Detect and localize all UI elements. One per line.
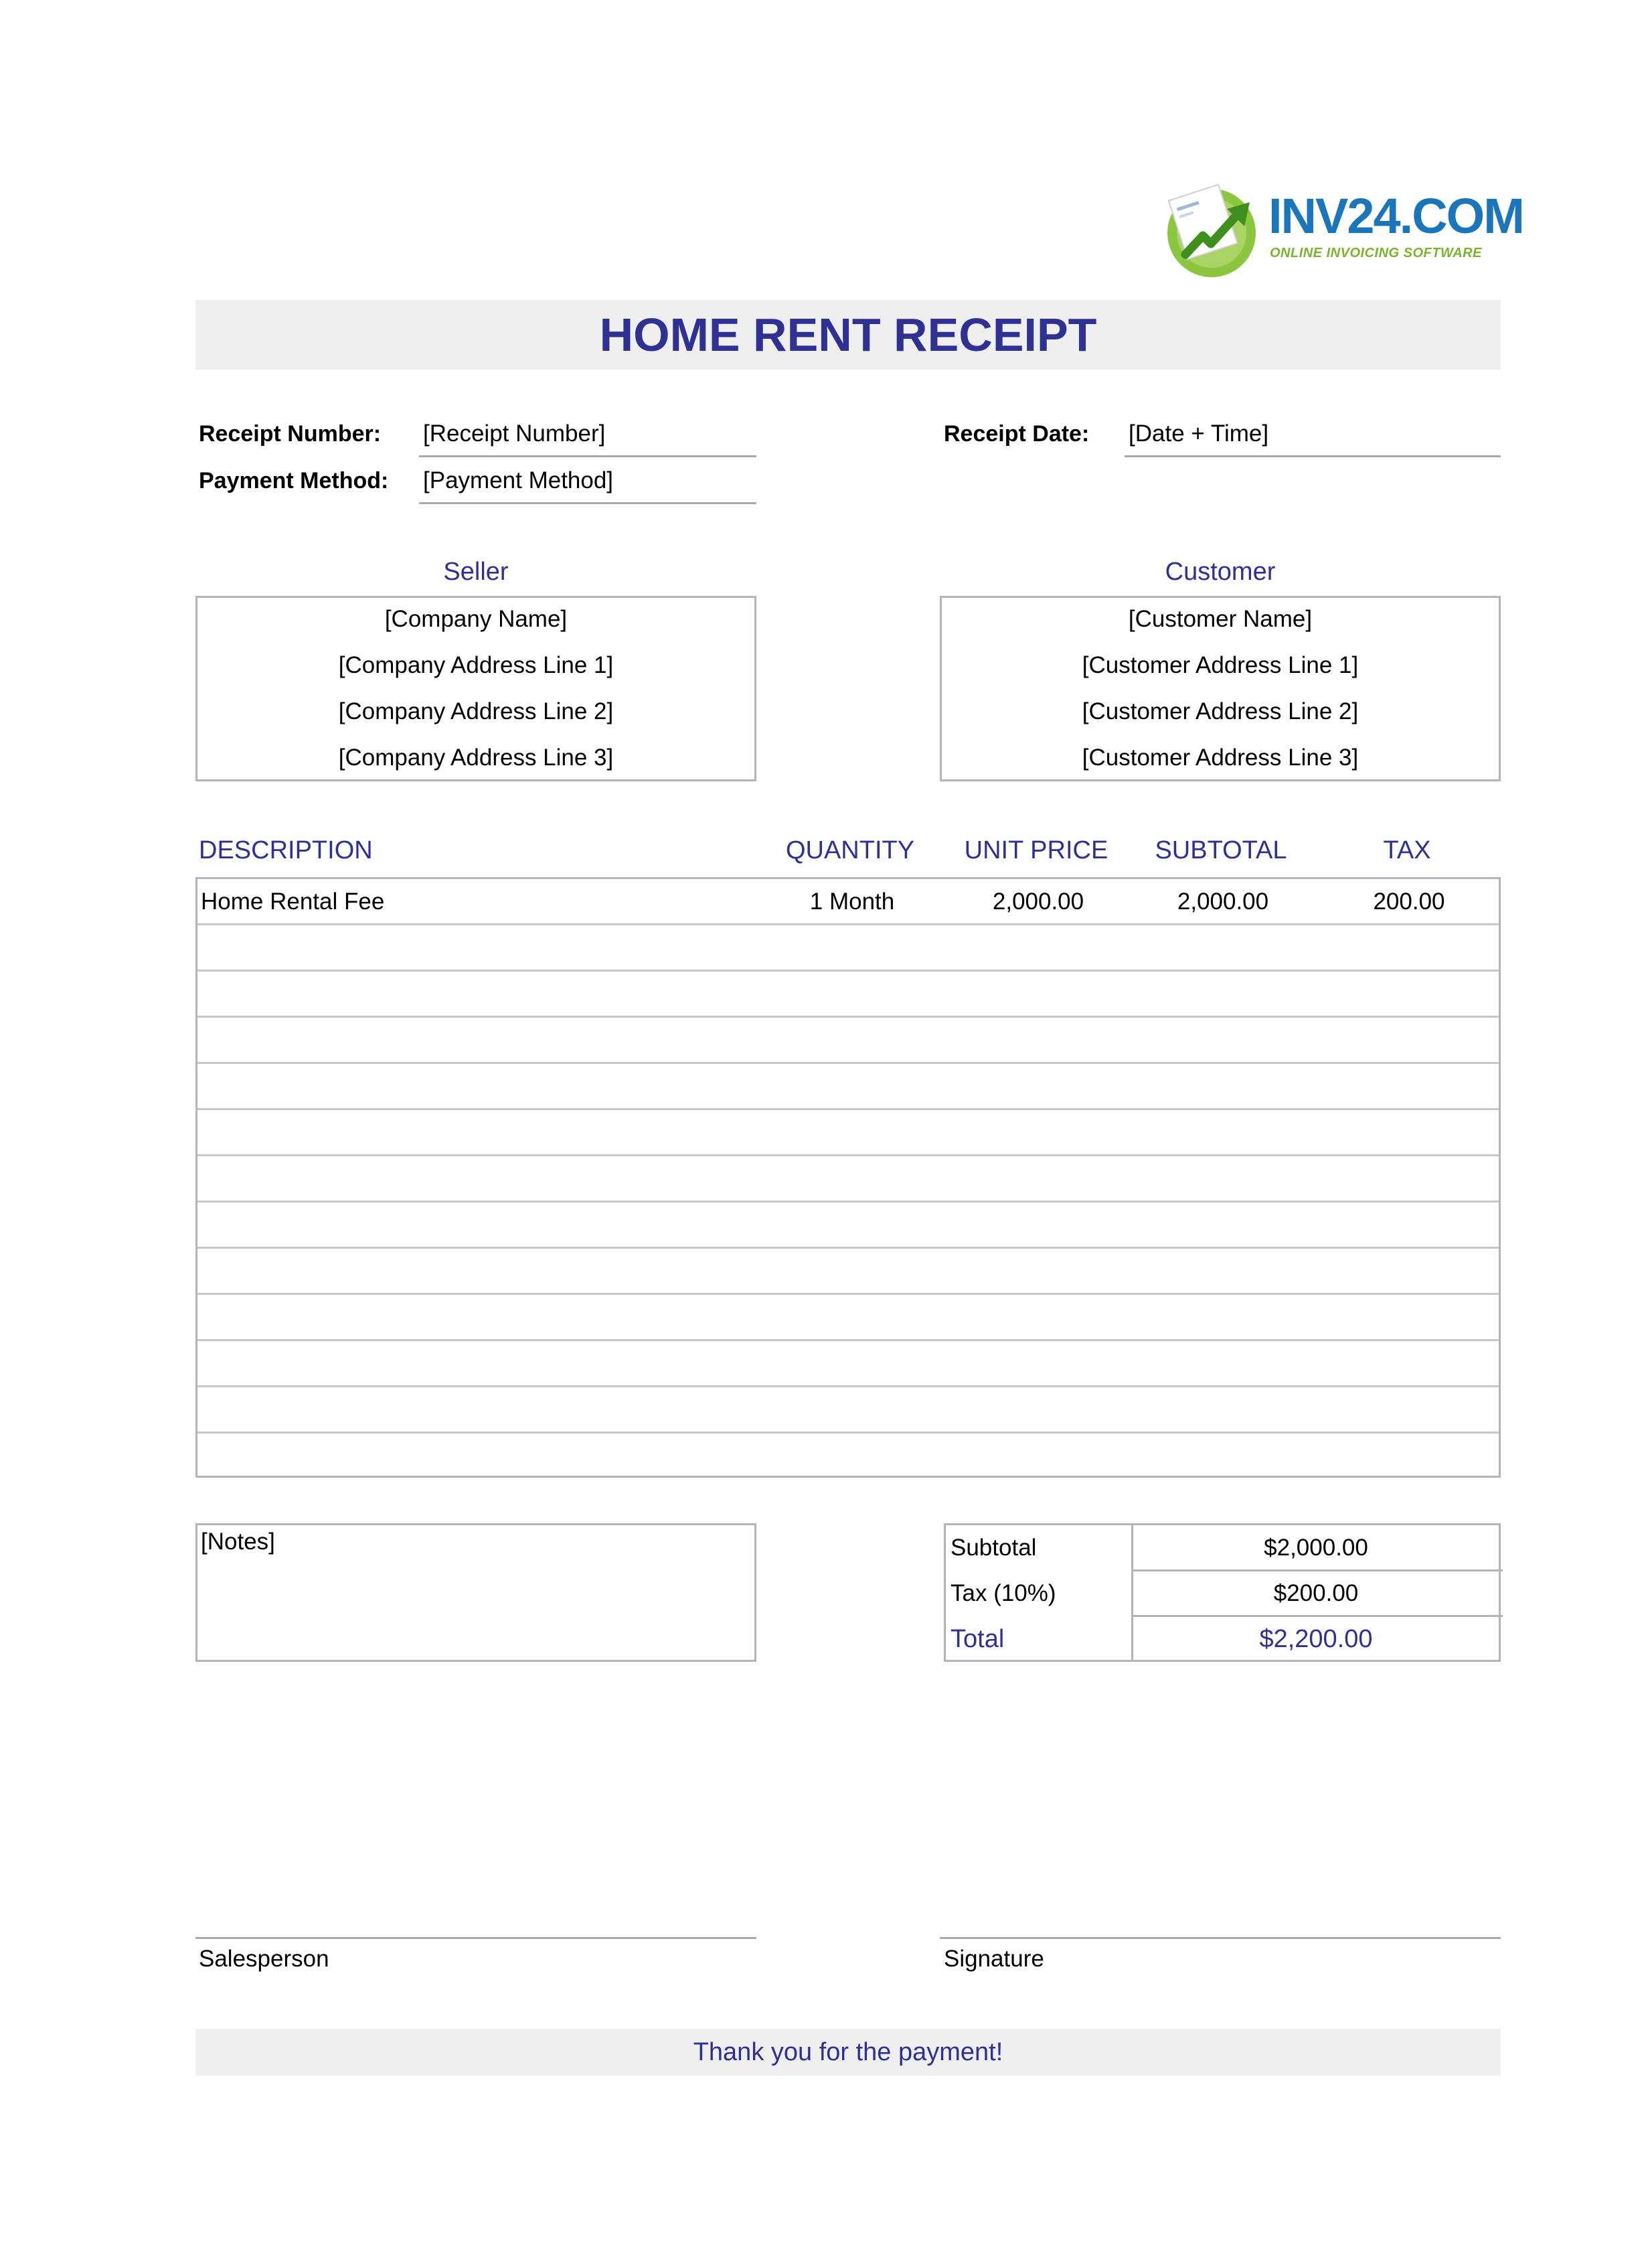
salesperson-signature-line[interactable]	[195, 1937, 756, 1939]
receipt-date-underline	[1125, 455, 1501, 457]
customer-box	[940, 596, 1501, 781]
col-header-description: DESCRIPTION	[199, 836, 373, 864]
seller-heading: Seller	[443, 558, 509, 586]
subtotal-value: $2,000.00	[1264, 1535, 1368, 1561]
tax-label: Tax (10%)	[951, 1580, 1056, 1606]
receipt-date-value[interactable]: [Date + Time]	[1129, 420, 1269, 447]
total-row	[946, 1616, 1499, 1662]
logo-badge-icon	[1161, 179, 1262, 280]
table-row[interactable]	[197, 972, 1499, 1018]
salesperson-label: Salesperson	[199, 1946, 329, 1972]
table-row[interactable]	[197, 925, 1499, 972]
subtotal-label: Subtotal	[951, 1535, 1037, 1561]
footer-message: Thank you for the payment!	[693, 2038, 1003, 2066]
table-row[interactable]	[197, 1295, 1499, 1341]
page-title: HOME RENT RECEIPT	[599, 309, 1097, 361]
subtotal-row	[946, 1525, 1499, 1571]
payment-method-underline	[419, 502, 756, 504]
customer-address-line-3[interactable]: [Customer Address Line 3]	[1082, 745, 1359, 771]
table-row[interactable]	[197, 1064, 1499, 1110]
table-row[interactable]	[197, 1387, 1499, 1434]
line-items-table	[195, 877, 1501, 1478]
row-quantity: 1 Month	[809, 888, 895, 915]
company-logo	[1161, 179, 1523, 280]
footer-bar	[195, 2029, 1501, 2076]
signature-line[interactable]	[940, 1937, 1501, 1939]
receipt-number-underline	[419, 455, 756, 457]
table-row[interactable]	[197, 1018, 1499, 1064]
seller-address-line-2[interactable]: [Company Address Line 2]	[338, 698, 614, 724]
payment-method-label: Payment Method:	[199, 468, 389, 493]
totals-box	[944, 1523, 1501, 1662]
signature-label: Signature	[944, 1946, 1044, 1972]
seller-box	[195, 596, 756, 781]
total-value: $2,200.00	[1259, 1625, 1373, 1653]
seller-company-name[interactable]: [Company Name]	[384, 606, 568, 632]
logo-text: INV24.COM	[1268, 188, 1523, 244]
table-row[interactable]	[197, 1434, 1499, 1480]
notes-box[interactable]	[195, 1523, 756, 1662]
col-header-subtotal: SUBTOTAL	[1155, 836, 1287, 864]
table-row[interactable]	[197, 1156, 1499, 1203]
tax-value: $200.00	[1273, 1580, 1359, 1606]
col-header-quantity: QUANTITY	[785, 836, 915, 864]
row-unit-price: 2,000.00	[992, 888, 1084, 915]
table-row[interactable]	[197, 1203, 1499, 1249]
title-bar	[195, 300, 1501, 370]
table-row[interactable]	[197, 1341, 1499, 1387]
customer-heading: Customer	[1165, 558, 1276, 586]
customer-address-line-1[interactable]: [Customer Address Line 1]	[1082, 652, 1359, 678]
seller-address-line-3[interactable]: [Company Address Line 3]	[338, 745, 614, 771]
seller-address-line-1[interactable]: [Company Address Line 1]	[338, 652, 614, 678]
customer-name[interactable]: [Customer Name]	[1128, 606, 1313, 632]
table-row[interactable]	[197, 1110, 1499, 1156]
notes-text: [Notes]	[201, 1529, 275, 1555]
receipt-number-value[interactable]: [Receipt Number]	[423, 420, 606, 447]
col-header-tax: TAX	[1383, 836, 1431, 864]
total-label: Total	[951, 1625, 1005, 1653]
customer-address-line-2[interactable]: [Customer Address Line 2]	[1082, 698, 1359, 724]
col-header-unit-price: UNIT PRICE	[964, 836, 1108, 864]
payment-method-value[interactable]: [Payment Method]	[423, 467, 614, 493]
row-tax: 200.00	[1373, 888, 1445, 915]
tax-row	[946, 1571, 1499, 1616]
logo-tagline: ONLINE INVOICING SOFTWARE	[1270, 246, 1482, 260]
table-row[interactable]	[197, 1249, 1499, 1295]
row-subtotal: 2,000.00	[1177, 888, 1269, 915]
table-row[interactable]	[197, 879, 1499, 925]
row-description: Home Rental Fee	[201, 888, 385, 915]
receipt-number-label: Receipt Number:	[199, 421, 382, 447]
receipt-date-label: Receipt Date:	[944, 421, 1090, 447]
